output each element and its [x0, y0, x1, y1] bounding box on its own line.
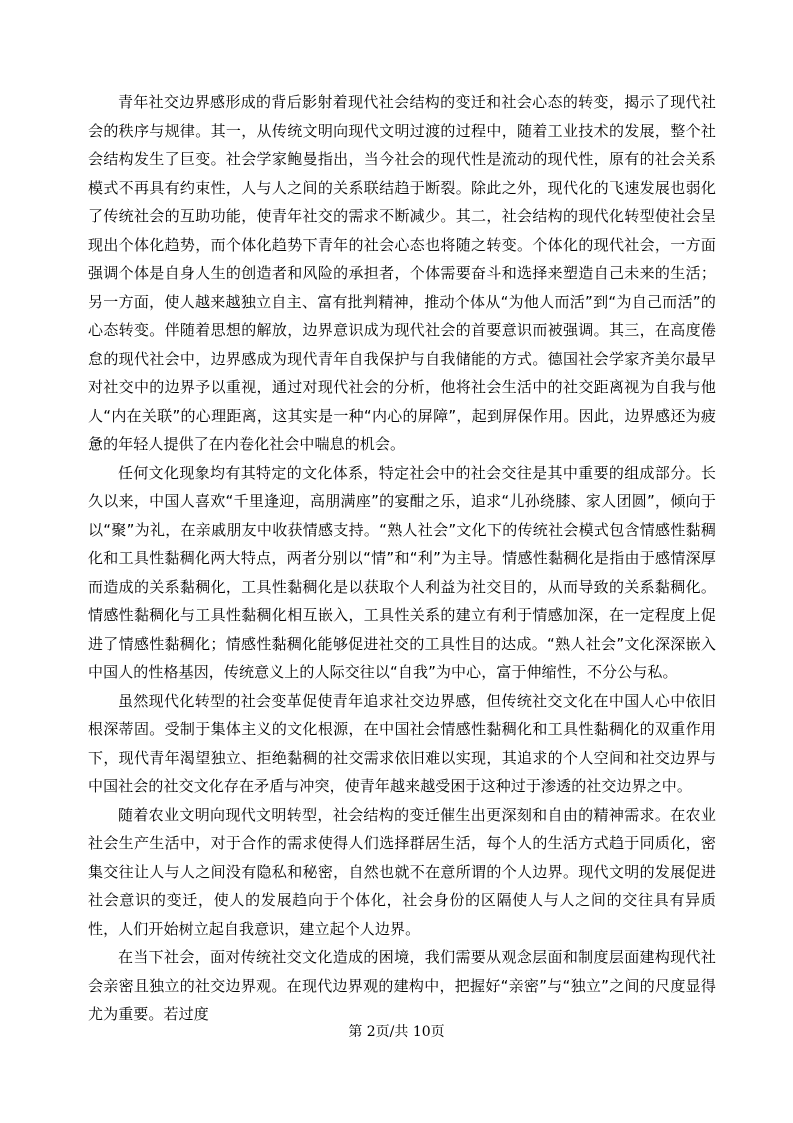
- paragraph-3: 虽然现代化转型的社会变革促使青年追求社交边界感，但传统社交文化在中国人心中依旧根深蒂固。受制于集体主义的文化根源，在中国社会情感性黏稠化和工具性黏稠化的双重作用下，现代青年渴望独立、拒绝黏稠的社交需求依旧难以实现，其追求的个人空间和社交边界与中国社会的社交文化存在矛盾与冲突，使青年越来越受困于这种过于渗透的社交边界之中。: [88, 691, 716, 795]
- paragraph-2: 任何文化现象均有其特定的文化体系，特定社会中的社会交往是其中重要的组成部分。长久以来，中国人喜欢“千里逢迎，高朋满座”的宴酣之乐，追求“儿孙绕膝、家人团圆”，倾向于以“聚”为礼，在亲戚朋友中收获情感支持。“熟人社会”文化下的传统社会模式包含情感性黏稠化和工具性黏稠化两大特点，两者分别以“情”和“利”为主导。情感性黏稠化是指由于感情深厚而造成的关系黏稠化，工具性黏稠化是以获取个人利益为社交目的，从而导致的关系黏稠化。情感性黏稠化与工具性黏稠化相互嵌入，工具性关系的建立有利于情感加深，在一定程度上促进了情感性黏稠化；情感性黏稠化能够促进社交的工具性目的达成。“熟人社会”文化深深嵌入中国人的性格基因，传统意义上的人际交往以“自我”为中心，富于伸缩性，不分公与私。: [88, 463, 716, 681]
- paragraph-1: 青年社交边界感形成的背后影射着现代社会结构的变迁和社会心态的转变，揭示了现代社会的秩序与规律。其一，从传统文明向现代文明过渡的过程中，随着工业技术的发展，整个社会结构发生了巨变。社会学家鲍曼指出，当今社会的现代性是流动的现代性，原有的社会关系模式不再具有约束性，人与人之间的关系联结趋于断裂。除此之外，现代化的飞速发展也弱化了传统社会的互助功能，使青年社交的需求不断减少。其二，社会结构的现代化转型使社会呈现出个体化趋势，而个体化趋势下青年的社会心态也将随之转变。个体化的现代社会，一方面强调个体是自身人生的创造者和风险的承担者，个体需要奋斗和选择来塑造自己未来的生活；另一方面，使人越来越独立自主、富有批判精神，推动个体从“为他人而活”到“为自己而活”的心态转变。伴随着思想的解放，边界意识成为现代社会的首要意识而被强调。其三，在高度倦怠的现代社会中，边界感成为现代青年自我保护与自我储能的方式。德国社会学家齐美尔最早对社交中的边界予以重视，通过对现代社会的分析，他将社会生活中的社交距离视为自我与他人“内在关联”的心理距离，这其实是一种“内心的屏障”，起到屏保作用。因此，边界感还为疲惫的年轻人提供了在内卷化社会中喘息的机会。: [88, 93, 716, 453]
- document-body: [88, 88, 716, 1029]
- paragraph-5: 在当下社会，面对传统社交文化造成的困境，我们需要从观念层面和制度层面建构现代社会亲密且独立的社交边界观。在现代边界观的建构中，把握好“亲密”与“独立”之间的尺度显得尤为重要。若过度: [88, 948, 716, 1023]
- page-number-footer: 第 2页/共 10页: [348, 1024, 445, 1040]
- paragraph-4: 随着农业文明向现代文明转型，社会结构的变迁催生出更深刻和自由的精神需求。在农业社会生产生活中，对于合作的需求使得人们选择群居生活，每个人的生活方式趋于同质化，密集交往让人与人之间没有隐私和秘密，自然也就不在意所谓的个人边界。现代文明的发展促进社会意识的变迁，使人的发展趋向于个体化，社会身份的区隔使人与人之间的交往具有异质性，人们开始树立起自我意识，建立起个人边界。: [88, 805, 716, 938]
